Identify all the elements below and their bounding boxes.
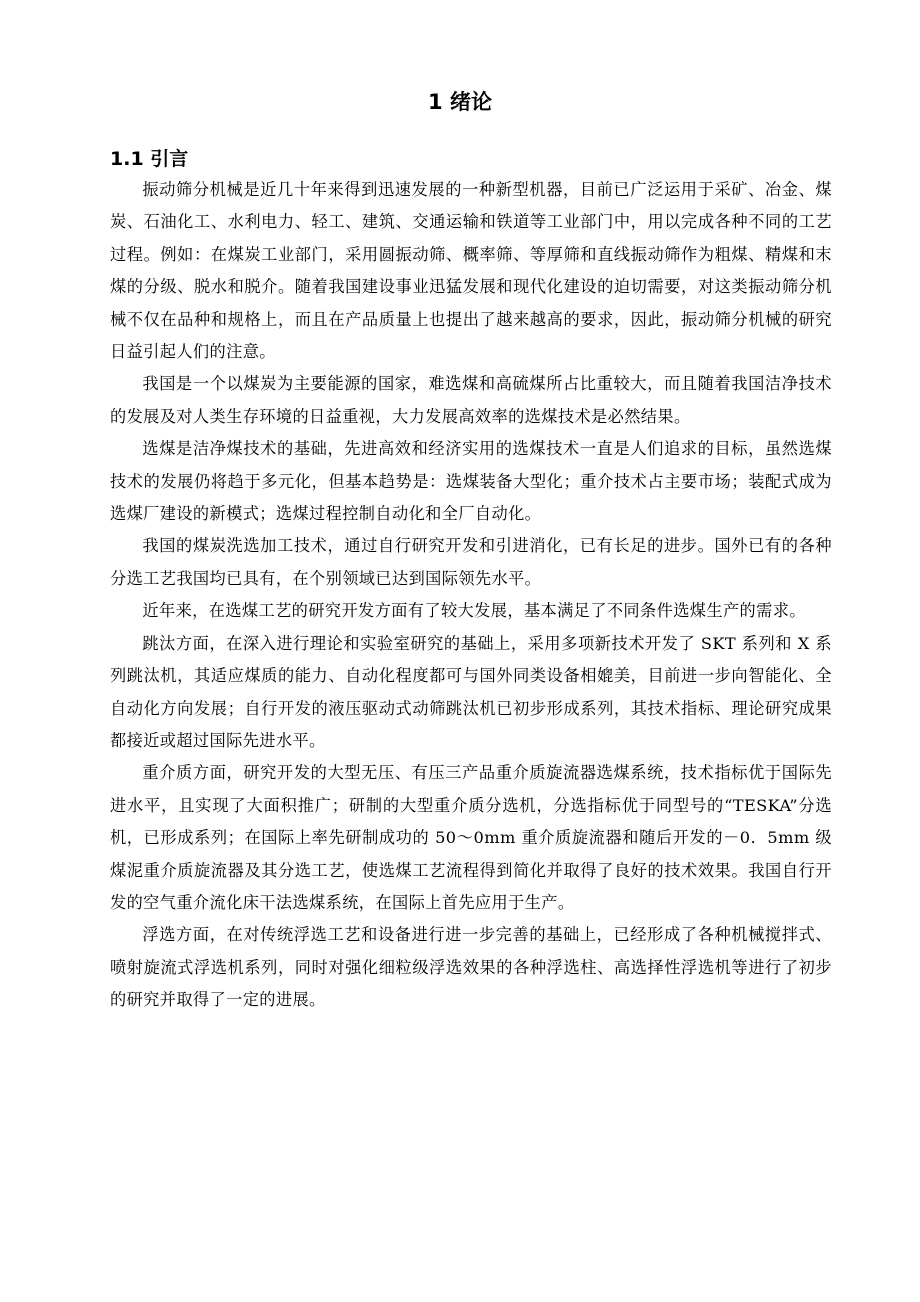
paragraph: 跳汰方面，在深入进行理论和实验室研究的基础上，采用多项新技术开发了 SKT 系列和 X 系列跳汰机，其适应煤质的能力、自动化程度都可与国外同类设备相媲美，目前进一步向智能化、全自动化方向发展；自行开发的液压驱动式动筛跳汰机已初步形成系列，其技术指标、理论研究成果都接近或超过国际先进水平。 [110, 633, 832, 750]
paragraph: 选煤是洁净煤技术的基础，先进高效和经济实用的选煤技术一直是人们追求的目标，虽然选煤技术的发展仍将趋于多元化，但基本趋势是：选煤装备大型化；重介技术占主要市场；装配式成为选煤厂建设的新模式；选煤过程控制自动化和全厂自动化。 [110, 439, 832, 524]
paragraph: 我国的煤炭洗选加工技术，通过自行研究开发和引进消化，已有长足的进步。国外已有的各种分选工艺我国均已具有，在个别领域已达到国际领先水平。 [110, 536, 832, 588]
section-title: 1.1 引言 [110, 148, 189, 170]
chapter-title: 1 绪论 [428, 90, 492, 114]
document-body [110, 174, 832, 1017]
paragraph: 重介质方面，研究开发的大型无压、有压三产品重介质旋流器选煤系统，技术指标优于国际先进水平，且实现了大面积推广；研制的大型重介质分选机，分选指标优于同型号的“TESKA”分选机，已形成系列；在国际上率先研制成功的 50～0mm 重介质旋流器和随后开发的－0．5mm 级煤泥重介质旋流器及其分选工艺，使选煤工艺流程得到简化并取得了良好的技术效果。我国自行开发的空气重介流化床干法选煤系统，在国际上首先应用于生产。 [110, 763, 832, 912]
paragraph: 近年来，在选煤工艺的研究开发方面有了较大发展，基本满足了不同条件选煤生产的需求。 [142, 601, 806, 621]
paragraph: 振动筛分机械是近几十年来得到迅速发展的一种新型机器，目前已广泛运用于采矿、冶金、煤炭、石油化工、水利电力、轻工、建筑、交通运输和铁道等工业部门中，用以完成各种不同的工艺过程。例如：在煤炭工业部门，采用圆振动筛、概率筛、等厚筛和直线振动筛作为粗煤、精煤和末煤的分级、脱水和脱介。随着我国建设事业迅猛发展和现代化建设的迫切需要，对这类振动筛分机械不仅在品种和规格上，而且在产品质量上也提出了越来越高的要求，因此，振动筛分机械的研究日益引起人们的注意。 [110, 180, 832, 362]
paragraph: 我国是一个以煤炭为主要能源的国家，难选煤和高硫煤所占比重较大，而且随着我国洁净技术的发展及对人类生存环境的日益重视，大力发展高效率的选煤技术是必然结果。 [110, 374, 832, 426]
paragraph: 浮选方面，在对传统浮选工艺和设备进行进一步完善的基础上，已经形成了各种机械搅拌式、喷射旋流式浮选机系列，同时对强化细粒级浮选效果的各种浮选柱、高选择性浮选机等进行了初步的研究并取得了一定的进展。 [110, 925, 832, 1010]
